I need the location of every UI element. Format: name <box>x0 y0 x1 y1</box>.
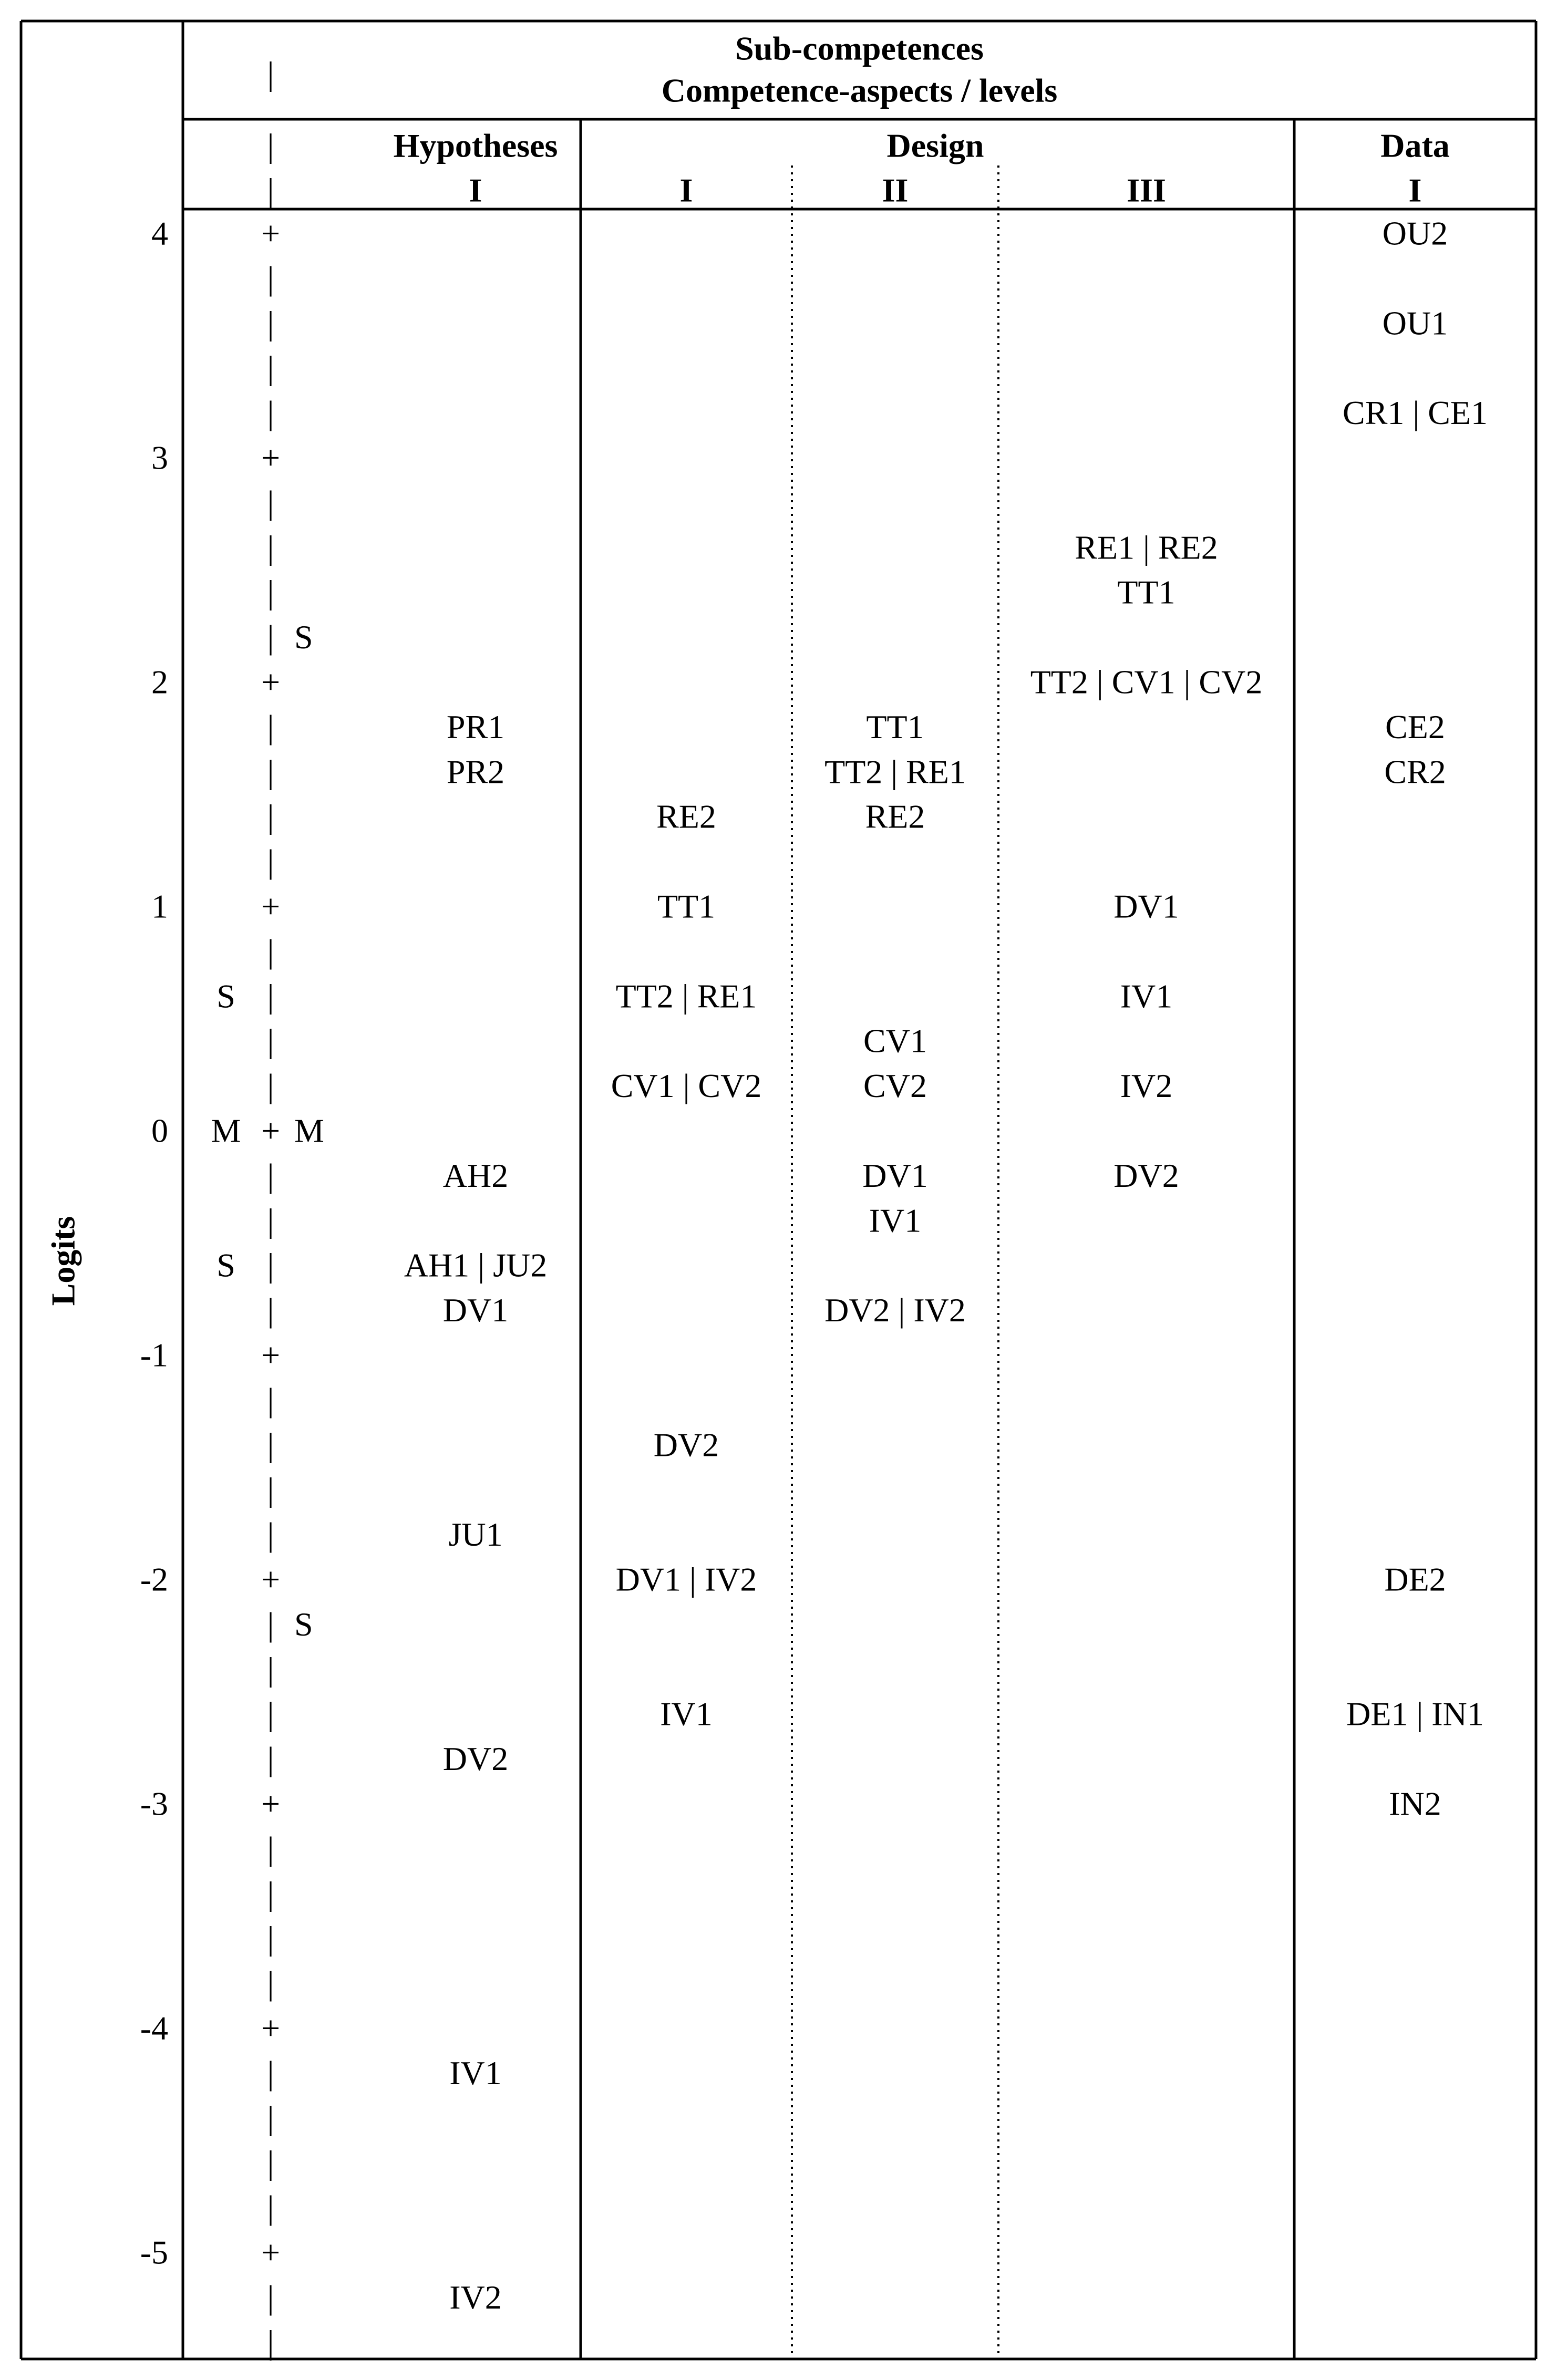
item-design-ii: CV2 <box>863 1067 927 1105</box>
item-design-ii: RE2 <box>865 798 925 835</box>
axis-segment: | <box>267 1605 274 1643</box>
axis-tick-mark: + <box>261 2009 281 2047</box>
item-hypotheses-i: JU1 <box>448 1516 503 1554</box>
axis-segment: | <box>267 2323 274 2361</box>
item-marker-s: S <box>294 1605 313 1643</box>
axis-segment: | <box>267 259 274 297</box>
axis-segment: | <box>267 2189 274 2227</box>
axis-segment: | <box>267 753 274 791</box>
y-tick-label: -1 <box>140 1336 168 1374</box>
axis-tick-mark: + <box>261 439 281 477</box>
axis-segment: | <box>267 304 274 342</box>
axis-segment: | <box>267 1246 274 1284</box>
axis-segment: | <box>267 1022 274 1060</box>
axis-segment: | <box>267 1381 274 1419</box>
item-data-i: DE2 <box>1384 1560 1446 1598</box>
item-hypotheses-i: DV2 <box>442 1740 509 1778</box>
axis-segment: | <box>267 1516 274 1554</box>
axis-segment: | <box>267 708 274 746</box>
item-hypotheses-i: PR2 <box>446 753 505 791</box>
axis-segment: | <box>267 1695 274 1733</box>
y-tick-label: -2 <box>140 1560 168 1598</box>
header-title-line1: Sub-competences <box>735 29 984 67</box>
item-hypotheses-i: AH1 | JU2 <box>404 1246 548 1284</box>
level-header-hypotheses-i: I <box>469 171 482 209</box>
item-hypotheses-i: DV1 <box>442 1291 509 1329</box>
axis-segment: | <box>267 843 274 881</box>
item-data-i: IN2 <box>1389 1785 1441 1823</box>
axis-segment: | <box>267 2278 274 2316</box>
header-title-line2: Competence-aspects / levels <box>661 71 1058 109</box>
axis-segment: | <box>267 1964 274 2002</box>
level-header-design-ii: II <box>882 171 909 209</box>
axis-segment: | <box>267 1291 274 1329</box>
item-design-i: DV2 <box>653 1426 719 1464</box>
axis-segment: | <box>267 1650 274 1688</box>
header-axis-bar: | <box>267 127 274 164</box>
axis-tick-mark: + <box>261 1336 281 1374</box>
axis-segment: | <box>267 932 274 970</box>
axis-tick-mark: + <box>261 1785 281 1823</box>
axis-tick-mark: + <box>261 1112 281 1150</box>
item-design-iii: IV1 <box>1120 977 1173 1015</box>
axis-segment: | <box>267 529 274 566</box>
y-tick-label: 1 <box>151 887 168 925</box>
item-design-ii: IV1 <box>869 1202 922 1239</box>
item-marker-m: M <box>294 1112 324 1150</box>
axis-segment: | <box>267 1156 274 1194</box>
item-design-iii: TT1 <box>1117 573 1176 611</box>
level-header-design-iii: III <box>1127 171 1166 209</box>
header-axis-bar: | <box>267 171 274 209</box>
item-design-i: DV1 | IV2 <box>615 1560 757 1598</box>
y-tick-label: 2 <box>151 663 168 701</box>
axis-segment: | <box>267 2099 274 2137</box>
axis-segment: | <box>267 1875 274 1912</box>
group-header-data: Data <box>1380 127 1450 164</box>
item-data-i: CR1 | CE1 <box>1343 394 1488 432</box>
axis-tick-mark: + <box>261 1560 281 1598</box>
y-tick-label: -4 <box>140 2009 168 2047</box>
y-tick-label: 4 <box>151 214 168 252</box>
y-tick-label: 3 <box>151 439 168 477</box>
item-hypotheses-i: AH2 <box>442 1156 509 1194</box>
item-marker-s: S <box>294 618 313 656</box>
item-design-iii: DV2 <box>1113 1156 1179 1194</box>
axis-tick-mark: + <box>261 214 281 252</box>
axis-segment: | <box>267 977 274 1015</box>
item-design-i: TT1 <box>657 887 716 925</box>
item-data-i: CE2 <box>1385 708 1445 746</box>
axis-segment: | <box>267 2144 274 2181</box>
item-design-ii: TT1 <box>866 708 924 746</box>
item-data-i: DE1 | IN1 <box>1346 1695 1484 1733</box>
axis-segment: | <box>267 618 274 656</box>
item-data-i: OU1 <box>1382 304 1448 342</box>
axis-tick-mark: + <box>261 2233 281 2271</box>
item-design-i: IV1 <box>660 1695 713 1733</box>
y-axis-label: Logits <box>44 1216 82 1306</box>
item-design-iii: IV2 <box>1120 1067 1173 1105</box>
y-tick-label: -3 <box>140 1785 168 1823</box>
axis-segment: | <box>267 1740 274 1778</box>
item-hypotheses-i: PR1 <box>446 708 505 746</box>
y-tick-label: 0 <box>151 1112 168 1150</box>
axis-segment: | <box>267 1919 274 1957</box>
item-design-i: TT2 | RE1 <box>615 977 757 1015</box>
item-data-i: CR2 <box>1384 753 1446 791</box>
item-design-iii: TT2 | CV1 | CV2 <box>1030 663 1263 701</box>
level-header-design-i: I <box>679 171 693 209</box>
axis-segment: | <box>267 798 274 835</box>
axis-segment: | <box>267 2054 274 2092</box>
level-header-data-i: I <box>1408 171 1422 209</box>
item-design-i: RE2 <box>656 798 716 835</box>
item-hypotheses-i: IV1 <box>449 2054 502 2092</box>
item-data-i: OU2 <box>1382 214 1448 252</box>
item-design-ii: DV1 <box>862 1156 928 1194</box>
person-marker-s: S <box>216 977 235 1015</box>
item-design-ii: DV2 | IV2 <box>824 1291 966 1329</box>
axis-segment: | <box>267 1829 274 1867</box>
axis-tick-mark: + <box>261 887 281 925</box>
item-design-iii: DV1 <box>1113 887 1179 925</box>
y-tick-label: -5 <box>140 2233 168 2271</box>
group-header-design: Design <box>886 127 984 164</box>
item-design-i: CV1 | CV2 <box>611 1067 762 1105</box>
person-marker-s: S <box>216 1246 235 1284</box>
axis-segment: | <box>267 1471 274 1508</box>
axis-segment: | <box>267 1426 274 1464</box>
item-design-ii: TT2 | RE1 <box>824 753 966 791</box>
item-hypotheses-i: IV2 <box>449 2278 502 2316</box>
title-axis-bar: | <box>267 55 274 92</box>
axis-segment: | <box>267 394 274 432</box>
axis-segment: | <box>267 1202 274 1239</box>
person-marker-m: M <box>211 1112 241 1150</box>
axis-segment: | <box>267 573 274 611</box>
axis-segment: | <box>267 483 274 521</box>
axis-segment: | <box>267 349 274 387</box>
axis-segment: | <box>267 1067 274 1105</box>
axis-tick-mark: + <box>261 663 281 701</box>
group-header-hypotheses: Hypotheses <box>393 127 558 164</box>
item-design-ii: CV1 <box>863 1022 927 1060</box>
item-design-iii: RE1 | RE2 <box>1075 529 1218 566</box>
